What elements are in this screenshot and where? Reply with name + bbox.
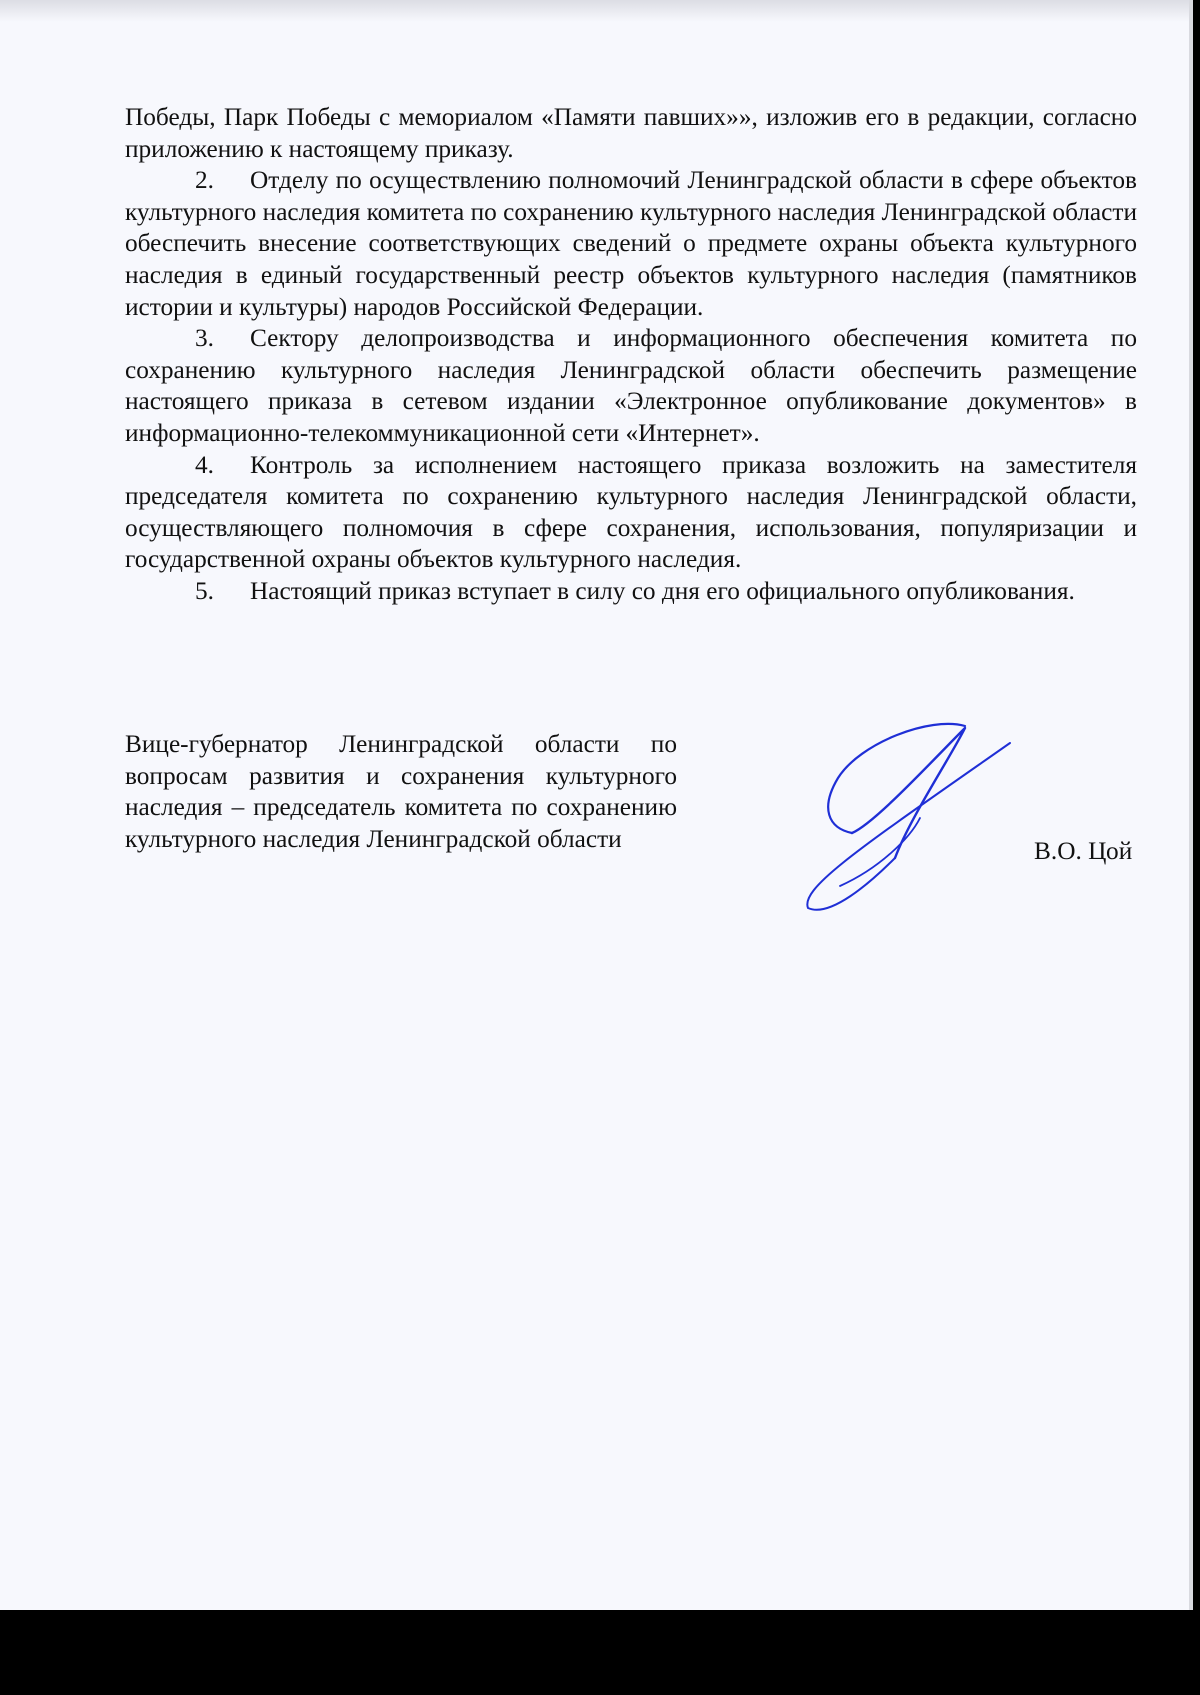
continuation-paragraph: Победы, Парк Победы с мемориалом «Памяти павших»», изложив его в редакции, согласно приложению к настоящему приказу. xyxy=(125,103,1137,163)
handwritten-signature xyxy=(800,718,1030,933)
paragraph-item-5 xyxy=(125,576,1137,608)
item-text: Контроль за исполнением настоящего приказа возложить на заместителя председателя комитета по сохранению культурного наследия Ленинградской области, осуществляющего полномочия в сфере сохранения, использования, популяризации и государственной охраны объектов культурного наследия. xyxy=(125,450,1137,574)
item-text: Отделу по осуществлению полномочий Ленинградской области в сфере объектов культурного наследия комитета по сохранению культурного наследия Ленинградской области обеспечить внесение соответствующих сведений о предмете охраны объекта культурного наследия в единый государственный реестр объектов культурного наследия (памятников истории и культуры) народов Российской Федерации. xyxy=(125,166,1137,321)
item-number: 2. xyxy=(195,166,214,195)
scan-right-edge xyxy=(1189,0,1193,1610)
paragraph-item-2 xyxy=(125,165,1137,323)
document-body xyxy=(125,102,1137,608)
paragraph-item-4 xyxy=(125,450,1137,576)
paragraph-item-3 xyxy=(125,323,1137,449)
signer-position: Вице-губернатор Ленинградской области по вопросам развития и сохранения культурного наследия – председатель комитета по сохранению культурного наследия Ленинградской области xyxy=(125,730,677,853)
item-text: Сектору делопроизводства и информационного обеспечения комитета по сохранению культурного наследия Ленинградской области обеспечить размещение настоящего приказа в сетевом издании «Электронное опубликование документов» в информационно-телекоммуникационной сети «Интернет». xyxy=(125,324,1137,447)
signature-stroke-1 xyxy=(828,724,965,833)
item-text: Настоящий приказ вступает в силу со дня его официального опубликования. xyxy=(250,576,1075,605)
signer-name: В.О. Цой xyxy=(1034,837,1133,865)
signature-strokes xyxy=(807,724,1010,910)
signature-stroke-2 xyxy=(852,728,965,858)
item-number: 5. xyxy=(195,576,214,605)
scan-top-shadow xyxy=(0,0,1193,22)
item-number: 4. xyxy=(195,450,214,479)
item-number: 3. xyxy=(195,324,214,353)
